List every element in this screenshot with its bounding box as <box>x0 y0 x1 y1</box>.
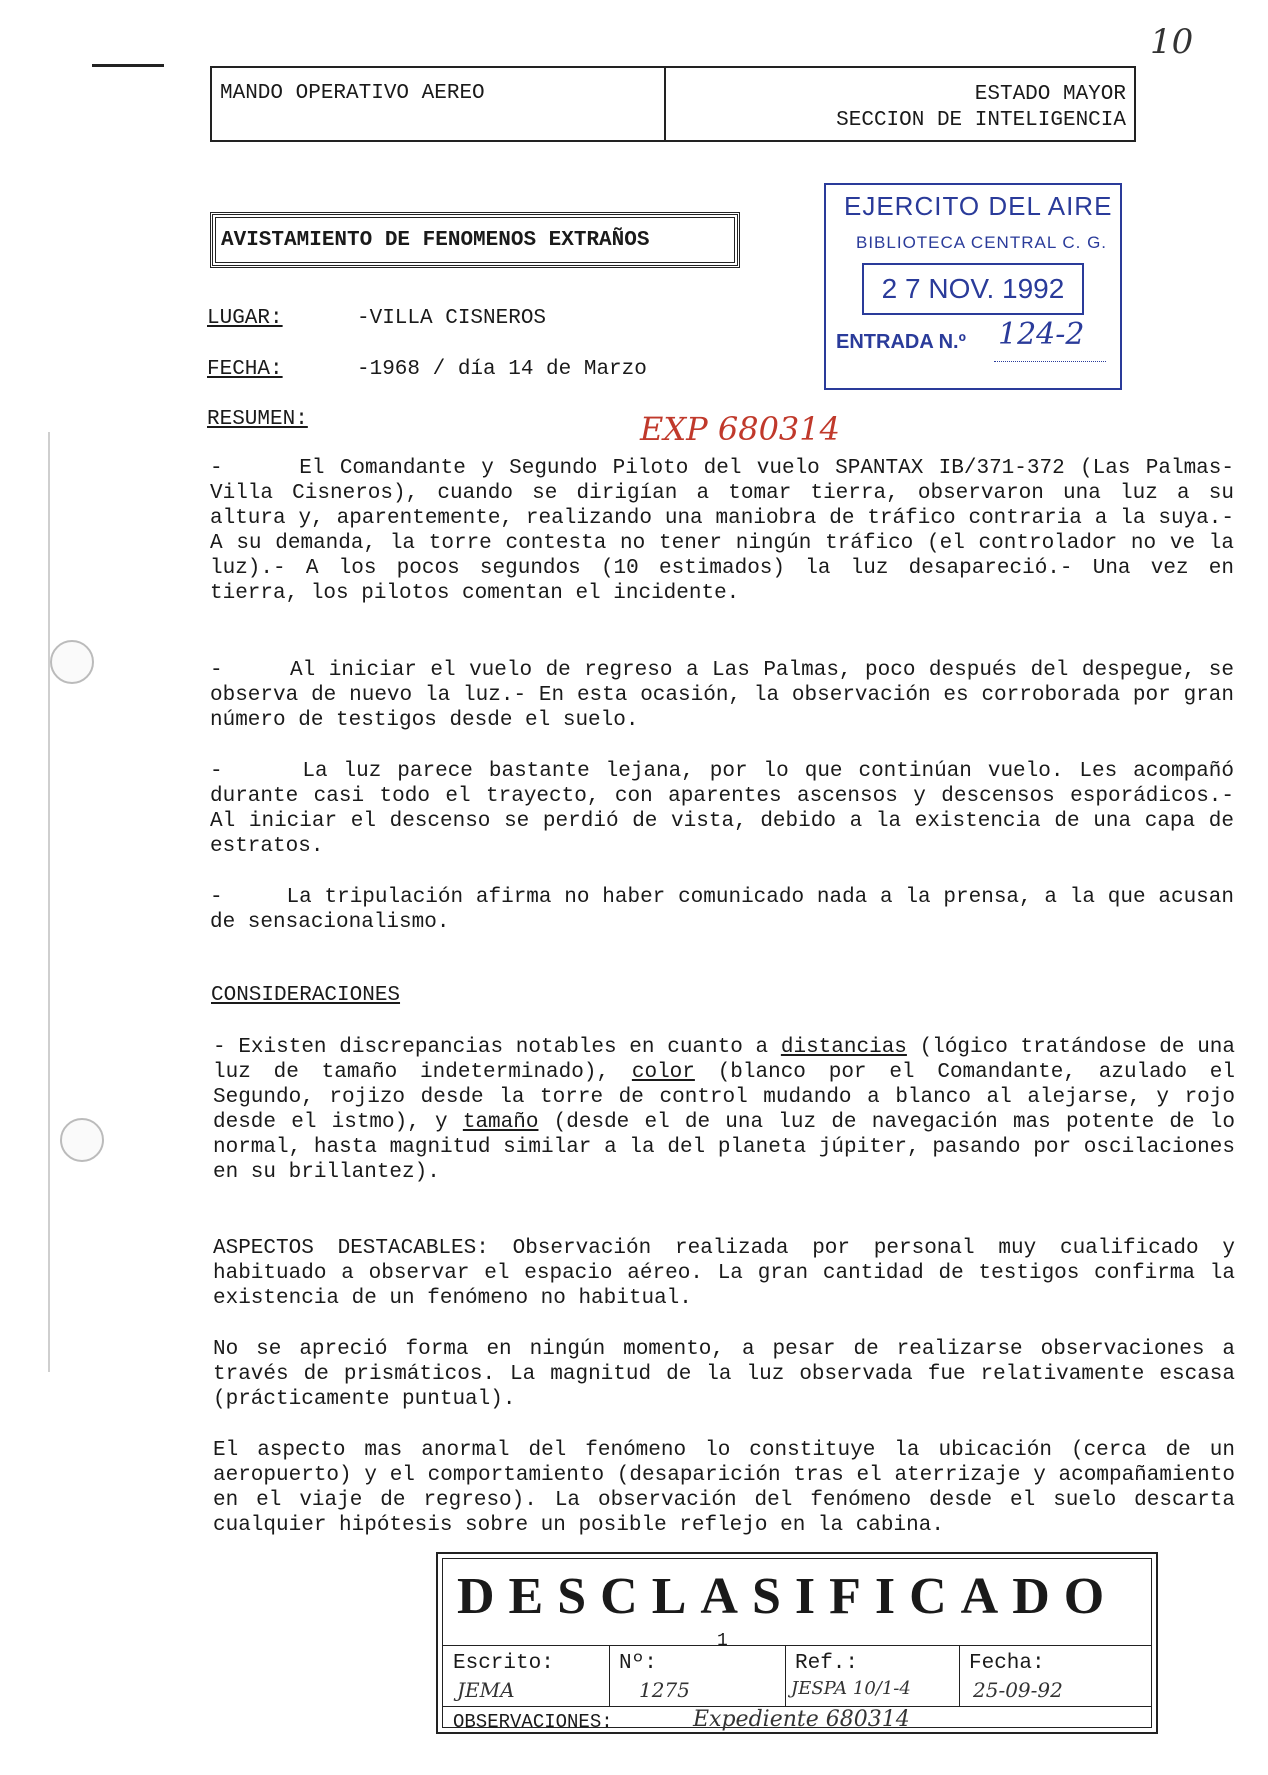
resumen-paragraph-4: - La tripulación afirma no haber comunicado nada a la prensa, a la que acusan de sensacionalismo. <box>210 886 1247 934</box>
header-box <box>210 66 1136 142</box>
numero-value: 1275 <box>639 1678 690 1702</box>
stamp-date-box <box>862 263 1084 315</box>
lugar-label: LUGAR: <box>207 307 283 330</box>
declassified-box <box>436 1552 1158 1734</box>
margin-dash <box>92 64 164 67</box>
stamp-line1: EJERCITO DEL AIRE <box>844 191 1113 221</box>
title-box <box>210 212 740 268</box>
header-divider <box>664 68 666 140</box>
stamp-line2: BIBLIOTECA CENTRAL C. G. <box>856 233 1108 252</box>
stamp-entrada-label: ENTRADA N.º <box>836 331 966 353</box>
observaciones-value: Expediente 680314 <box>693 1707 910 1732</box>
declassified-fields-row <box>443 1645 1151 1707</box>
declassified-title: DESCLASIFICADO <box>457 1568 1119 1625</box>
decl-fecha-label: Fecha: <box>969 1652 1045 1675</box>
header-right <box>836 82 1126 134</box>
stamp-entrada-number: 124-2 <box>998 317 1085 352</box>
handwritten-exp: EXP 680314 <box>640 410 840 448</box>
header-right-line2: SECCION DE INTELIGENCIA <box>836 109 1126 132</box>
declassified-page-mark: 1 <box>717 1631 728 1651</box>
resumen-label: RESUMEN: <box>207 408 308 431</box>
consideraciones-paragraph-4: El aspecto mas anormal del fenómeno lo constituye la ubicación (cerca de un aeropuerto) y el comportamiento (desaparición tras el aterrizaje y acompañamiento en el viaje de regreso). La observación del fenómeno desde el suelo descarta cualquier hipótesis sobre un posible reflejo en la cabina. <box>213 1439 1235 1537</box>
fecha-cell <box>959 1646 1151 1706</box>
fecha-label: FECHA: <box>207 358 283 381</box>
numero-label: Nº: <box>619 1652 657 1675</box>
fecha-value: -1968 / día 14 de Marzo <box>357 358 647 381</box>
cons-color: color <box>631 1061 695 1084</box>
consideraciones-label: CONSIDERACIONES <box>211 984 401 1007</box>
observaciones-label: OBSERVACIONES: <box>453 1711 613 1733</box>
escrito-label: Escrito: <box>453 1652 554 1675</box>
cons-p1-b: (lógico tratándose de una luz de tamaño indeterminado), <box>213 1036 1236 1084</box>
lugar-value: -VILLA CISNEROS <box>357 307 547 330</box>
ref-cell <box>785 1646 960 1706</box>
numero-cell <box>609 1646 786 1706</box>
resumen-paragraph-3: - La luz parece bastante lejana, por lo que continúan vuelo. Les acompañó durante casi todo el trayecto, con aparentes ascensos y descensos esporádicos.- Al iniciar el descenso se perdió de vista, debido a la existencia de una capa de estratos. <box>210 760 1247 858</box>
decl-fecha-value: 25-09-92 <box>973 1678 1063 1702</box>
document-title: AVISTAMIENTO DE FENOMENOS EXTRAÑOS <box>221 229 650 252</box>
margin-scan-line <box>48 432 50 1372</box>
stamp-entrada-underline <box>994 361 1106 362</box>
stamp-date: 2 7 NOV. 1992 <box>881 273 1065 304</box>
punch-hole-top <box>50 640 94 684</box>
escrito-cell <box>443 1646 610 1706</box>
declassified-box-inner <box>442 1558 1152 1733</box>
consideraciones-paragraph-3: No se apreció forma en ningún momento, a pesar de realizarse observaciones a través de prismáticos. La magnitud de la luz observada fue relativamente escasa (prácticamente puntual). <box>213 1338 1235 1411</box>
cons-p1-c: (blanco por el Comandante, azulado el Segundo, rojizo desde la torre de control mudando a blanco al alejarse, y rojo desde el istmo), y <box>213 1061 1235 1134</box>
library-stamp <box>824 183 1122 390</box>
cons-p1-d: (desde el de una luz de navegación mas potente de lo normal, hasta magnitud similar a la del planeta júpiter, pasando por oscilaciones en su brillantez). <box>213 1111 1235 1184</box>
ref-value: JESPA 10/1-4 <box>791 1678 911 1699</box>
page-number: 10 <box>1150 22 1194 62</box>
resumen-paragraph-2: - Al iniciar el vuelo de regreso a Las Palmas, poco después del despegue, se observa de nuevo la luz.- En esta ocasión, la observación es corroborada por gran número de testigos desde el suelo. <box>210 659 1247 732</box>
cons-distancias: distancias <box>780 1036 907 1059</box>
cons-tamano: tamaño <box>462 1111 539 1134</box>
cons-p1-a: - Existen discrepancias notables en cuanto a <box>213 1036 781 1059</box>
resumen-paragraph-1: - El Comandante y Segundo Piloto del vuelo SPANTAX IB/371-372 (Las Palmas-Villa Cisneros), cuando se dirigían a tomar tierra, observaron una luz a su altura y, aparentemente, realizando una maniobra de tráfico contraria a la suya.- A su demanda, la torre contesta no tener ningún tráfico (el controlador no ve la luz).- A los pocos segundos (10 estimados) la luz desapareció.- Una vez en tierra, los pilotos comentan el incidente. <box>210 457 1247 605</box>
consideraciones-paragraph-2: ASPECTOS DESTACABLES: Observación realizada por personal muy cualificado y habituado a observar el espacio aéreo. La gran cantidad de testigos confirma la existencia de un fenómeno no habitual. <box>213 1237 1235 1310</box>
punch-hole-bottom <box>60 1118 104 1162</box>
escrito-value: JEMA <box>457 1678 515 1702</box>
consideraciones-paragraph-1 <box>213 1035 1235 1185</box>
ref-label: Ref.: <box>795 1652 859 1675</box>
header-left: MANDO OPERATIVO AEREO <box>220 82 485 105</box>
header-right-line1: ESTADO MAYOR <box>974 83 1126 106</box>
